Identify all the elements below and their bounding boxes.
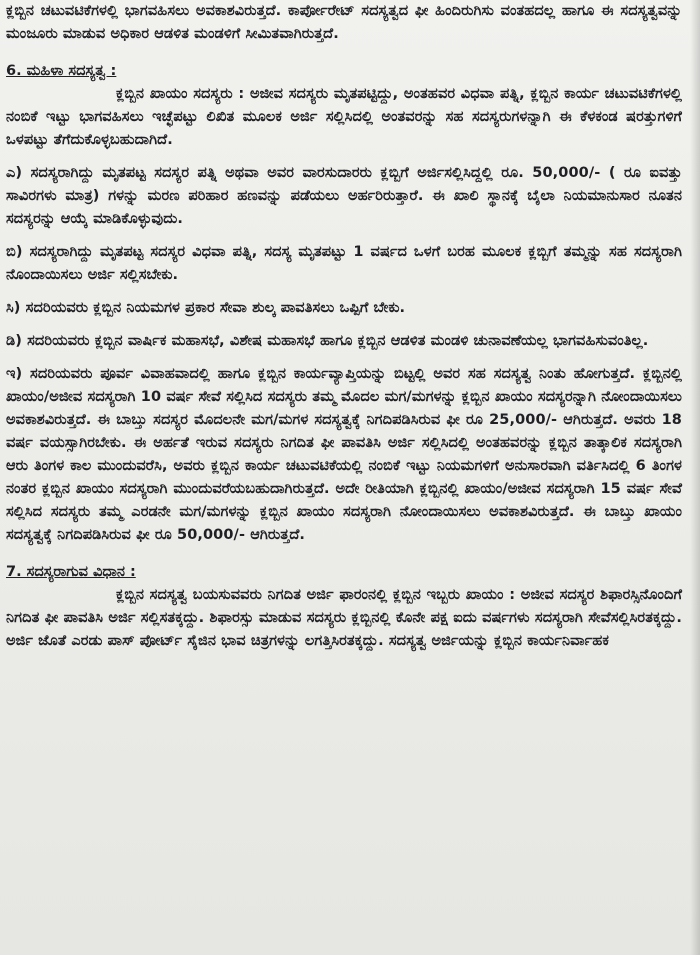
section-6-item-a: ಎ) ಸದಸ್ಯರಾಗಿದ್ದು ಮೃತಪಟ್ಟ ಸದಸ್ಯರ ಪತ್ನಿ ಅಥವಾ ಅವರ ವಾರಸುದಾರರು ಕ್ಲಬ್ಬಿಗೆ ಅರ್ಜಿಸಲ್ಲಿಸಿದ್ದಲ್ಲಿ ರೂ. 50,000/- ( ರೂ ಐವತ್ತು ಸಾವಿರಗಳು ಮಾತ್ರ) ಗಳನ್ನು ಮರಣ ಪರಿಹಾರ ಹಣವನ್ನು ಪಡೆಯಲು ಅರ್ಹರಿರುತ್ತಾರೆ. ಈ ಖಾಲಿ ಸ್ಥಾನಕ್ಕೆ ಬೈಲಾ ನಿಯಮಾನುಸಾರ ನೂತನ ಸದಸ್ಯರನ್ನು ಆಯ್ಕೆ ಮಾಡಿಕೊಳ್ಳುವುದು.: [6, 165, 682, 227]
spacer: [6, 320, 682, 330]
intro-paragraph: ಕ್ಲಬ್ಬಿನ ಚಟುವಟಿಕೆಗಳಲ್ಲಿ ಭಾಗವಹಿಸಲು ಅವಕಾಶವಿರುತ್ತದೆ. ಕಾರ್ಪೋರೇಟ್ ಸದಸ್ಯತ್ವದ ಫೀ ಹಿಂದಿರುಗಿಸು ವಂತಹದಲ್ಲ ಹಾಗೂ ಈ ಸದಸ್ಯತ್ವವನ್ನು ಮಂಜೂರು ಮಾಡುವ ಅಧಿಕಾರ ಆಡಳಿತ ಮಂಡಳಿಗೆ ಸೀಮಿತವಾಗಿರುತ್ತದೆ.: [6, 3, 682, 42]
section-6-heading: 6. ಮಹಿಳಾ ಸದಸ್ಯತ್ವ :: [6, 63, 117, 79]
spacer: [6, 152, 682, 162]
section-7-body: ಕ್ಲಬ್ಬಿನ ಸದಸ್ಯತ್ವ ಬಯಸುವವರು ನಿಗದಿತ ಅರ್ಜಿ ಫಾರಂನಲ್ಲಿ ಕ್ಲಬ್ಬಿನ ಇಬ್ಬರು ಖಾಯಂ : ಅಜೀವ ಸದಸ್ಯರ ಶಿಫಾರಸ್ಸಿನೊಂದಿಗೆ ನಿಗದಿತ ಫೀ ಪಾವತಿಸಿ ಅರ್ಜಿ ಸಲ್ಲಿಸತಕ್ಕದ್ದು. ಶಿಫಾರಸ್ಸು ಮಾಡುವ ಸದಸ್ಯರು ಕ್ಲಬ್ಬಿನಲ್ಲಿ ಕೊನೇ ಪಕ್ಷ ಐದು ವರ್ಷಗಳು ಸದಸ್ಯರಾಗಿ ಸೇವೆಸಲ್ಲಿಸಿರತಕ್ಕದ್ದು. ಅರ್ಜಿ ಜೊತೆ ಎರಡು ಪಾಸ್ ಪೋರ್ಟ್ ಸೈಜಿನ ಭಾವ ಚಿತ್ರಗಳನ್ನು ಲಗತ್ತಿಸಿರತಕ್ಕದ್ದು. ಸದಸ್ಯತ್ವ ಅರ್ಜಿಯನ್ನು ಕ್ಲಬ್ಬಿನ ಕಾರ್ಯನಿರ್ವಾಹಕ: [6, 587, 682, 649]
spacer: [6, 231, 682, 241]
section-6-item-e: ಇ) ಸದರಿಯವರು ಪೂರ್ವ ವಿವಾಹವಾದಲ್ಲಿ ಹಾಗೂ ಕ್ಲಬ್ಬಿನ ಕಾರ್ಯವ್ಯಾಪ್ತಿಯನ್ನು ಬಿಟ್ಟಲ್ಲಿ ಅವರ ಸಹ ಸದಸ್ಯತ್ವ ನಿಂತು ಹೋಗುತ್ತದೆ. ಕ್ಲಬ್ಬಿನಲ್ಲಿ ಖಾಯಂ/ಅಜೀವ ಸದಸ್ಯರಾಗಿ 10 ವರ್ಷ ಸೇವೆ ಸಲ್ಲಿಸಿದ ಸದಸ್ಯರು ತಮ್ಮ ಮೊದಲ ಮಗ/ಮಗಳನ್ನು ಕ್ಲಬ್ಬಿನ ಖಾಯಂ ಸದಸ್ಯರನ್ನಾಗಿ ನೋಂದಾಯಿಸಲು ಅವಕಾಶವಿರುತ್ತದೆ. ಈ ಬಾಬ್ತು ಸದಸ್ಯರ ಮೊದಲನೇ ಮಗ/ಮಗಳ ಸದಸ್ಯತ್ವಕ್ಕೆ ನಿಗದಿಪಡಿಸಿರುವ ಫೀ ರೂ 25,000/- ಆಗಿರುತ್ತದೆ. ಅವರು 18 ವರ್ಷ ವಯಸ್ಸಾಗಿರಬೇಕು. ಈ ಅರ್ಹತೆ ಇರುವ ಸದಸ್ಯರು ನಿಗದಿತ ಫೀ ಪಾವತಿಸಿ ಅರ್ಜಿ ಸಲ್ಲಿಸಿದಲ್ಲಿ ಅಂತಹವರನ್ನು ಕ್ಲಬ್ಬಿನ ತಾತ್ಕಾಲಿಕ ಸದಸ್ಯರಾಗಿ ಆರು ತಿಂಗಳ ಕಾಲ ಮುಂದುವರೆಸಿ, ಅವರು ಕ್ಲಬ್ಬಿನ ಕಾರ್ಯ ಚಟುವಟಿಕೆಯಲ್ಲಿ ನಂಬಿಕೆ ಇಟ್ಟು ನಿಯಮಗಳಿಗೆ ಅನುಸಾರವಾಗಿ ವರ್ತಿಸಿದಲ್ಲಿ 6 ತಿಂಗಳ ನಂತರ ಕ್ಲಬ್ಬಿನ ಖಾಯಂ ಸದಸ್ಯರಾಗಿ ಮುಂದುವರೆಯಬಹುದಾಗಿರುತ್ತದೆ. ಅದೇ ರೀತಿಯಾಗಿ ಕ್ಲಬ್ಬಿನಲ್ಲಿ ಖಾಯಂ/ಅಜೀವ ಸದಸ್ಯರಾಗಿ 15 ವರ್ಷ ಸೇವೆ ಸಲ್ಲಿಸಿದ ಸದಸ್ಯರು ತಮ್ಮ ಎರಡನೇ ಮಗ/ಮಗಳನ್ನು ಕ್ಲಬ್ಬಿನ ಖಾಯಂ ಸದಸ್ಯರಾಗಿ ನೋಂದಾಯಿಸಲು ಅವಕಾಶವಿರುತ್ತದೆ. ಈ ಬಾಬ್ತು ಖಾಯಂ ಸದಸ್ಯತ್ವಕ್ಕೆ ನಿಗದಿಪಡಿಸಿರುವ ಫೀ ರೂ 50,000/- ಆಗಿರುತ್ತದೆ.: [6, 366, 682, 543]
spacer: [6, 287, 682, 297]
section-6-item-c: ಸಿ) ಸದರಿಯವರು ಕ್ಲಬ್ಬಿನ ನಿಯಮಗಳ ಪ್ರಕಾರ ಸೇವಾ ಶುಲ್ಕ ಪಾವತಿಸಲು ಒಪ್ಪಿಗೆ ಬೇಕು.: [6, 300, 406, 316]
section-6-item-b: ಬಿ) ಸದಸ್ಯರಾಗಿದ್ದು ಮೃತಪಟ್ಟ ಸದಸ್ಯರ ವಿಧವಾ ಪತ್ನಿ, ಸದಸ್ಯ ಮೃತಪಟ್ಟು 1 ವರ್ಷದ ಒಳಗೆ ಬರಹ ಮೂಲಕ ಕ್ಲಬ್ಬಿಗೆ ತಮ್ಮನ್ನು ಸಹ ಸದಸ್ಯರಾಗಿ ನೊಂದಾಯಿಸಲು ಅರ್ಜಿ ಸಲ್ಲಿಸಬೇಕು.: [6, 244, 682, 283]
section-7-heading: 7. ಸದಸ್ಯರಾಗುವ ವಿಧಾನ :: [6, 564, 136, 580]
spacer: [6, 547, 682, 561]
section-6-item-d: ಡಿ) ಸದರಿಯವರು ಕ್ಲಬ್ಬಿನ ವಾರ್ಷಿಕ ಮಹಾಸಭೆ, ವಿಶೇಷ ಮಹಾಸಭೆ ಹಾಗೂ ಕ್ಲಬ್ಬಿನ ಆಡಳಿತ ಮಂಡಳಿ ಚುನಾವಣೆಯಲ್ಲ ಭಾಗವಹಿಸುವಂತಿಲ್ಲ.: [6, 333, 649, 349]
section-6-intro: ಕ್ಲಬ್ಬಿನ ಖಾಯಂ ಸದಸ್ಯರು : ಅಜೀವ ಸದಸ್ಯರು ಮೃತಪಟ್ಟಿದ್ದು, ಅಂತಹವರ ವಿಧವಾ ಪತ್ನಿ, ಕ್ಲಬ್ಬಿನ ಕಾರ್ಯ ಚಟುವಟಿಕೆಗಳಲ್ಲಿ ನಂಬಿಕೆ ಇಟ್ಟು ಭಾಗವಹಿಸಲು ಇಚ್ಛೆಪಟ್ಟು ಲಿಖಿತ ಮೂಲಕ ಅರ್ಜಿ ಸಲ್ಲಿಸಿದಲ್ಲಿ ಅಂತವರನ್ನು ಸಹ ಸದಸ್ಯರುಗಳನ್ನಾಗಿ ಈ ಕೆಳಕಂಡ ಷರತ್ತುಗಳಿಗೆ ಒಳಪಟ್ಟು ತೆಗೆದುಕೊಳ್ಳಬಹುದಾಗಿದೆ.: [6, 86, 682, 148]
spacer: [6, 46, 682, 60]
spacer: [6, 353, 682, 363]
